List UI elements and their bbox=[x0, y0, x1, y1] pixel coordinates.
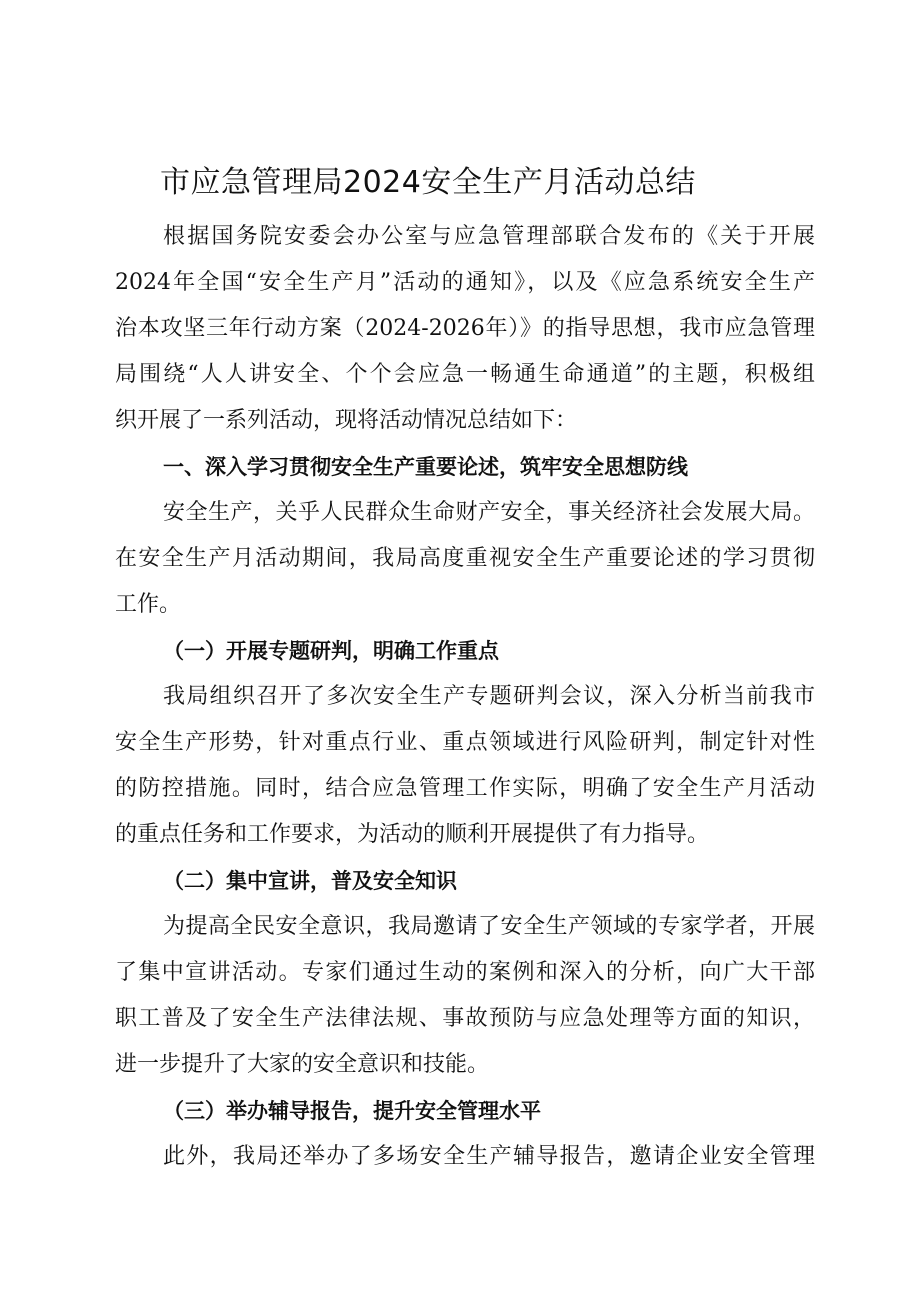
intro-line-5: 织开展了一系列活动，现将活动情况总结如下： bbox=[115, 408, 578, 433]
intro-line-4: 局围绕“人人讲安全、个个会应急一畅通生命通道”的主题，积极组 bbox=[115, 362, 815, 387]
sub3-line-1: 此外，我局还举办了多场安全生产辅导报告，邀请企业安全管理 bbox=[163, 1144, 815, 1169]
intro-line-3: 治本攻坚三年行动方案（2024-2026年）》的指导思想，我市应急管理 bbox=[115, 316, 815, 341]
section1-line-1: 安全生产，关乎人民群众生命财产安全，事关经济社会发展大局。 bbox=[163, 500, 815, 525]
sub2-line-2: 了集中宣讲活动。专家们通过生动的案例和深入的分析，向广大干部 bbox=[115, 960, 815, 985]
section1-line-2: 在安全生产月活动期间，我局高度重视安全生产重要论述的学习贯彻 bbox=[115, 546, 815, 571]
sub1-heading: （一）开展专题研判，明确工作重点 bbox=[163, 639, 499, 663]
sub2-line-3: 职工普及了安全生产法律法规、事故预防与应急处理等方面的知识， bbox=[115, 1006, 815, 1031]
sub3-heading: （三）举办辅导报告，提升安全管理水平 bbox=[163, 1099, 541, 1123]
sub2-line-1: 为提高全民安全意识，我局邀请了安全生产领域的专家学者，开展 bbox=[163, 914, 815, 939]
sub2-line-4: 进一步提升了大家的安全意识和技能。 bbox=[115, 1052, 490, 1077]
sub1-line-2: 安全生产形势，针对重点行业、重点领域进行风险研判，制定针对性 bbox=[115, 730, 815, 755]
intro-line-2: 2024年全国“安全生产月”活动的通知》，以及《应急系统安全生产 bbox=[115, 270, 815, 295]
section1-line-3: 工作。 bbox=[115, 592, 182, 617]
intro-line-1: 根据国务院安委会办公室与应急管理部联合发布的《关于开展 bbox=[163, 224, 815, 249]
sub2-heading: （二）集中宣讲，普及安全知识 bbox=[163, 869, 457, 893]
sub1-line-3: 的防控措施。同时，结合应急管理工作实际，明确了安全生产月活动 bbox=[115, 776, 815, 801]
sub1-line-4: 的重点任务和工作要求，为活动的顺利开展提供了有力指导。 bbox=[115, 822, 710, 847]
document-title: 市应急管理局2024安全生产月活动总结 bbox=[160, 165, 696, 200]
section1-heading: 一、深入学习贯彻安全生产重要论述，筑牢安全思想防线 bbox=[163, 455, 688, 479]
sub1-line-1: 我局组织召开了多次安全生产专题研判会议，深入分析当前我市 bbox=[163, 684, 815, 709]
